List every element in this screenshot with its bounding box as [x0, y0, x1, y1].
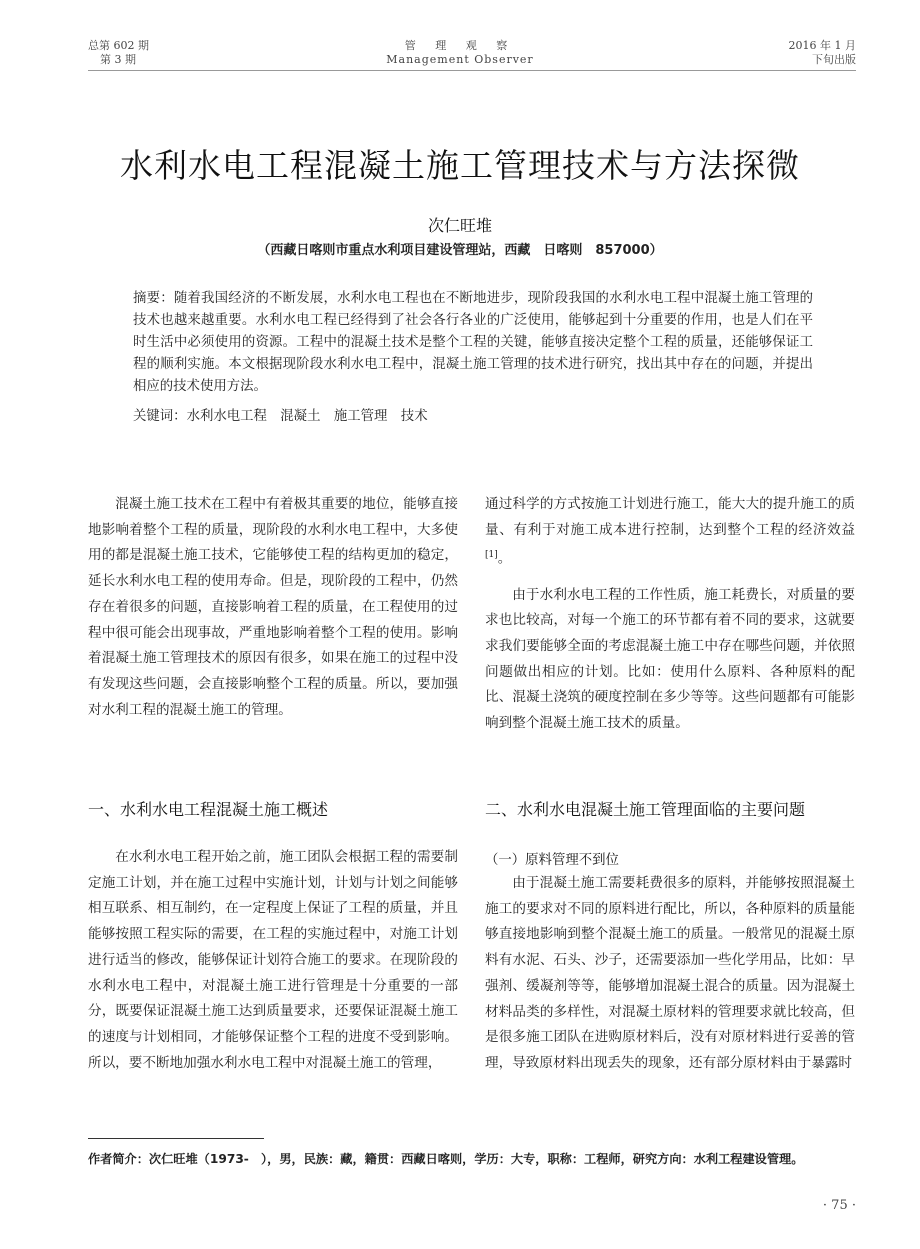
right-column-top [485, 492, 855, 737]
section-1-heading: 一、水利水电工程混凝土施工概述 [88, 800, 329, 819]
author-name: 次仁旺堆 [427, 216, 492, 235]
intro-paragraph: 混凝土施工技术在工程中有着极其重要的地位，能够直接地影响着整个工程的质量，现阶段的水利水电工程中，大多使用的都是混凝土施工技术，它能够使工程的结构更加的稳定，延长水利水电工程的使用寿命。但是，现阶段的工程中，仍然存在着很多的问题，直接影响着工程的质量，在工程使用的过程中很可能会出现事故，严重地影响着整个工程的使用。影响着混凝土施工管理技术的原因有很多，如果在施工的过程中没有发现这些问题，会直接影响整个工程的质量。所以，要加强对水利工程的混凝土施工的管理。 [88, 496, 458, 718]
abstract-text: 随着我国经济的不断发展，水利水电工程也在不断地进步，现阶段我国的水利水电工程中混凝土施工管理的技术也越来越重要。水利水电工程已经得到了社会各行各业的广泛使用，能够起到十分重要的作用，也是人们在平时生活中必须使用的资源。工程中的混凝土技术是整个工程的关键，能够直接决定整个工程的质量，还能够保证工程的顺利实施。本文根据现阶段水利水电工程中，混凝土施工管理的技术进行研究，找出其中存在的问题，并提出相应的技术使用方法。 [133, 291, 814, 394]
continuation-text: 通过科学的方式按施工计划进行施工，能大大的提升施工的质量、有利于对施工成本进行控制，达到整个工程的经济效益 [485, 496, 855, 538]
right-column-subsection-1 [485, 871, 855, 1077]
abstract [133, 288, 813, 398]
header-publish-month: 2016 年 1 月 [788, 39, 856, 52]
header-publish-period: 下旬出版 [812, 53, 856, 66]
page-number: · 75 · [822, 1198, 856, 1213]
footnote-rule [88, 1138, 264, 1139]
header-rule [88, 70, 856, 71]
keywords-label: 关键词： [133, 409, 187, 424]
continuation-end: 。 [497, 550, 512, 567]
keywords [133, 406, 813, 428]
header-journal [0, 39, 920, 67]
section-2-heading: 二、水利水电混凝土施工管理面临的主要问题 [485, 800, 806, 819]
journal-name-cn: 管 理 观 察 [404, 39, 516, 52]
abstract-label: 摘要： [133, 291, 174, 306]
header-total-issue: 总第 602 期 [88, 39, 149, 52]
keywords-text: 水利水电工程 混凝土 施工管理 技术 [186, 409, 428, 424]
left-column-section-1 [88, 845, 458, 1076]
subsection-1-heading: （一）原料管理不到位 [485, 853, 619, 868]
paragraph-2: 由于水利水电工程的工作性质，施工耗费长，对质量的要求也比较高，对每一个施工的环节都有着不同的要求，这就要求我们要能够全面的考虑混凝土施工中存在哪些问题，并依照问题做出相应的计划。比如：使用什么原料、各种原料的配比、混凝土浇筑的硬度控制在多少等等。这些问题都有可能影响到整个混凝土施工技术的质量。 [485, 586, 855, 732]
author-footnote: 作者简介：次仁旺堆（1973- ），男，民族：藏，籍贯：西藏日喀则，学历：大专，职称：工程师，研究方向：水利工程建设管理。 [88, 1152, 804, 1166]
article-title: 水利水电工程混凝土施工管理技术与方法探微 [120, 146, 800, 185]
author-affiliation: （西藏日喀则市重点水利项目建设管理站，西藏 日喀则 857000） [257, 243, 663, 258]
header-date [789, 39, 856, 67]
section-1-paragraph: 在水利水电工程开始之前，施工团队会根据工程的需要制定施工计划，并在施工过程中实施计划，计划与计划之间能够相互联系、相互制约，在一定程度上保证了工程的质量，并且能够按照工程实际的需要，在工程的实施过程中，对施工计划进行适当的修改，能够保证计划符合施工的要求。在现阶段的水利水电工程中，对混凝土施工进行管理是十分重要的一部分，既要保证混凝土施工达到质量要求，还要保证混凝土施工的速度与计划相同，才能够保证整个工程的进度不受到影响。所以，要不断地加强水利水电工程中对混凝土施工的管理， [88, 849, 458, 1071]
left-column-intro [88, 492, 458, 723]
continuation-paragraph [485, 492, 855, 573]
header-issue-number: 第 3 期 [100, 53, 136, 66]
citation-marker: [1] [485, 550, 498, 561]
journal-name-en: Management Observer [386, 53, 534, 66]
subsection-1-paragraph: 由于混凝土施工需要耗费很多的原料，并能够按照混凝土施工的要求对不同的原料进行配比，所以，各种原料的质量能够直接地影响到整个混凝土施工的质量。一般常见的混凝土原料有水泥、石头、沙子，还需要添加一些化学用品，比如：早强剂、缓凝剂等等，能够增加混凝土混合的质量。因为混凝土材料品类的多样性，对混凝土原材料的管理要求就比较高，但是很多施工团队在进购原材料后，没有对原材料进行妥善的管理，导致原材料出现丢失的现象，还有部分原材料由于暴露时 [485, 875, 855, 1071]
